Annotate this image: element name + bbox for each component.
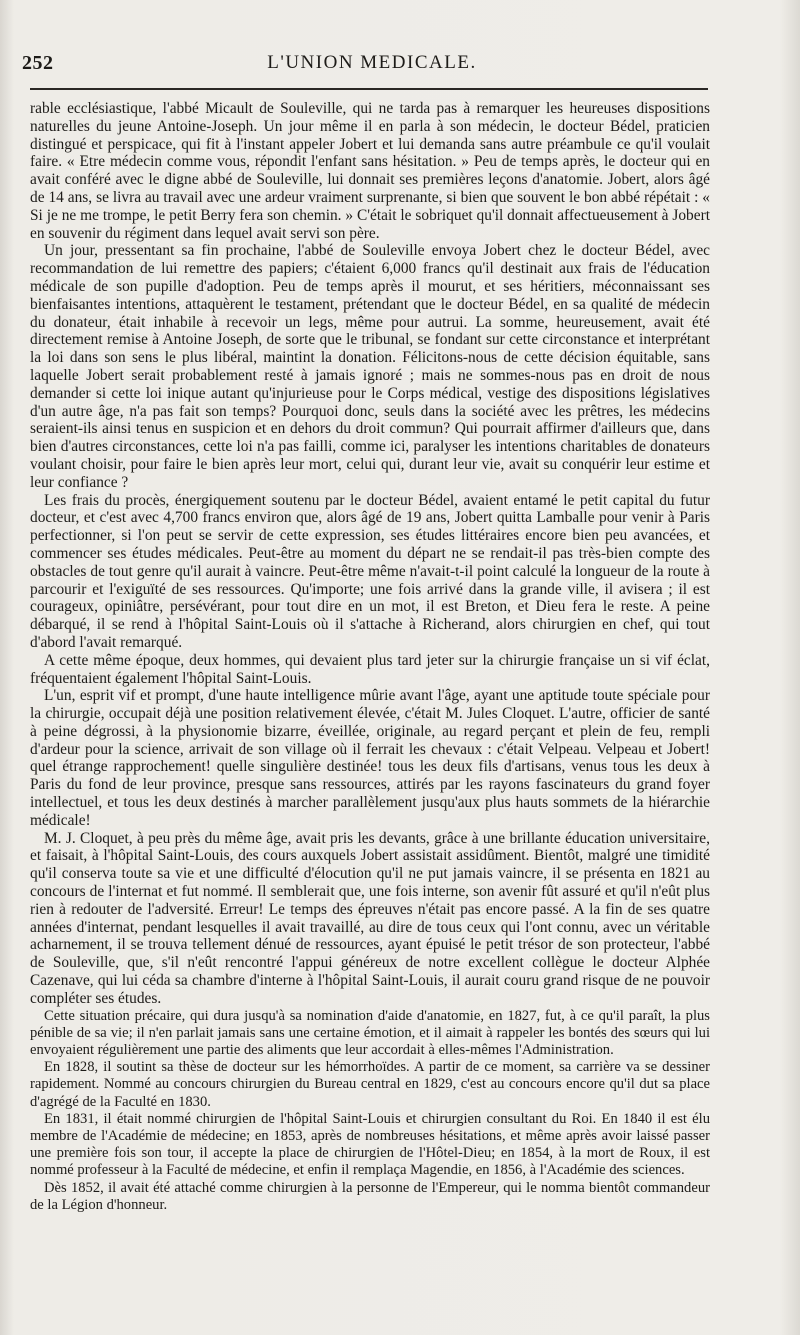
paragraph: Un jour, pressentant sa fin prochaine, l'abbé de Souleville envoya Jobert chez le docteur Bédel, avec recommandation de lui remettre des papiers; c'étaient 6,000 francs qu'il destinait aux frais de l'éducation médicale de son pupille d'adoption. Peu de temps après il mourut, et ses héritiers, méconnaissant ses bienfaisantes intentions, attaquèrent le testament, prétendant que le docteur Bédel, en sa qualité de médecin du donateur, était inhabile à recevoir un legs, même pour autrui. La somme, heureusement, avait été directement remise à Antoine Joseph, de sorte que le tribunal, se fondant sur cette circonstance et interprétant la loi dans son sens le plus libéral, maintint la donation. Félicitons-nous de cette décision équitable, sans laquelle Jobert serait probablement resté à jamais ignoré ; mais ne sommes-nous pas en droit de nous demander si cette loi inique autant qu'injurieuse pour le Corps médical, vestige des dispositions législatives d'un autre âge, n'a pas fait son temps? Pourquoi donc, seuls dans la société avec les prêtres, les médecins seraient-ils ainsi tenus en suspicion et en dehors du droit commun? Qui pourrait affirmer d'ailleurs que, dans bien d'autres circonstances, cette loi n'a pas failli, comme ici, paralyser les intentions charitables de donateurs voulant choisir, pour faire le bien après leur mort, celui qui, durant leur vie, avait su conquérir leur estime et leur confiance ? — [30, 242, 710, 491]
paragraph: M. J. Cloquet, à peu près du même âge, avait pris les devants, grâce à une brillante éducation universitaire, et faisait, à l'hôpital Saint-Louis, des cours auxquels Jobert assistait assidûment. Bientôt, malgré une timidité qu'il conserva toute sa vie et une difficulté d'élocution qu'il ne put jamais vaincre, il se présenta en 1821 au concours de l'internat et fut nommé. Il semblerait que, une fois interne, son avenir fût assuré et qu'il n'eût plus rien à redouter de l'adversité. Erreur! Le temps des épreuves n'était pas encore passé. A la fin de ses quatre années d'internat, pendant lesquelles il avait travaillé, au dire de tous ceux qui l'ont connu, avec un véritable acharnement, il se trouva tellement dénué de ressources, ayant épuisé le petit trésor de son protecteur, l'abbé de Souleville, que, s'il n'eût rencontré l'appui généreux de notre excellent collègue le docteur Alphée Cazenave, qui lui céda sa chambre d'interne à l'hôpital Saint-Louis, il aurait couru grand risque de ne pouvoir compléter ses études. — [30, 829, 710, 1007]
paragraph: Dès 1852, il avait été attaché comme chirurgien à la personne de l'Empereur, qui le nomma bientôt commandeur de la Légion d'honneur. — [30, 1179, 710, 1213]
page-number: 252 — [22, 52, 54, 74]
paragraph: Cette situation précaire, qui dura jusqu'à sa nomination d'aide d'anatomie, en 1827, fut, à ce qu'il paraît, la plus pénible de sa vie; il n'en parlait jamais sans une certaine émotion, et il aimait à rappeler les bontés des sœurs qui lui envoyaient régulièrement une partie des aliments que leur accordait à elles-mêmes l'Administration. — [30, 1007, 710, 1059]
journal-title: L'UNION MEDICALE. — [267, 52, 477, 73]
paragraph: rable ecclésiastique, l'abbé Micault de Souleville, qui ne tarda pas à remarquer les heureuses dispositions naturelles du jeune Antoine-Joseph. Un jour même il en parla à son médecin, le docteur Bédel, praticien distingué et perspicace, qui fit à l'instant appeler Jobert et lui demanda sans autre préambule ce qu'il voulait faire. « Etre médecin comme vous, répondit l'enfant sans hésitation. » Peu de temps après, le docteur qui en avait conféré avec le digne abbé de Souleville, lui donnait ses premières leçons d'anatomie. Jobert, alors âgé de 14 ans, se livra au travail avec une ardeur vraiment surprenante, si bien que souvent le bon abbé répétait : « Si je ne me trompe, le petit Berry fera son chemin. » C'était le sobriquet qu'il donnait affectueusement à Jobert en souvenir du régiment dans lequel avait servi son père. — [30, 100, 710, 242]
paragraph: Les frais du procès, énergiquement soutenu par le docteur Bédel, avaient entamé le petit capital du futur docteur, et c'est avec 4,700 francs environ que, alors âgé de 19 ans, Jobert quitta Lamballe pour venir à Paris perfectionner, si l'on peut se servir de cette expression, ses études littéraires encore bien peu avancées, et commencer ses études médicales. Peut-être au moment du départ ne se rendait-il pas très-bien compte des obstacles de tout genre qu'il aurait à vaincre. Peut-être même n'avait-t-il point calculé la longueur de la route à parcourir et l'exiguïté de ses ressources. Qu'importe; une fois arrivé dans la grande ville, il avisera ; il est courageux, opiniâtre, persévérant, pour tout dire en un mot, il est Breton, et Dieu fera le reste. A peine débarqué, il se rend à l'hôpital Saint-Louis où il s'attache à Richerand, alors chirurgien en chef, qui tout d'abord l'avait remarqué. — [30, 491, 710, 651]
paragraph: A cette même époque, deux hommes, qui devaient plus tard jeter sur la chirurgie française un si vif éclat, fréquentaient également l'hôpital Saint-Louis. — [30, 651, 710, 687]
header-rule — [30, 88, 708, 90]
paragraph: En 1828, il soutint sa thèse de docteur sur les hémorrhoïdes. A partir de ce moment, sa carrière va se dessiner rapidement. Nommé au concours chirurgien du Bureau central en 1829, c'est au concours encore qu'il dut sa place d'agrégé de la Faculté en 1830. — [30, 1059, 710, 1110]
paragraph: En 1831, il était nommé chirurgien de l'hôpital Saint-Louis et chirurgien consultant du Roi. En 1840 il est élu membre de l'Académie de médecine; en 1853, après de nombreuses hésitations, et même après avoir laissé passer une première fois son tour, il accepte la place de chirurgien de l'Hôtel-Dieu; en 1854, à la mort de Roux, il est nommé professeur à la Faculté de médecine, et enfin il remplaça Magendie, en 1856, à l'Académie des sciences. — [30, 1110, 710, 1179]
paragraph: L'un, esprit vif et prompt, d'une haute intelligence mûrie avant l'âge, ayant une aptitude toute spéciale pour la chirurgie, occupait déjà une position relativement élevée, c'était M. Jules Cloquet. L'autre, officier de santé à peine dégrossi, à la physionomie bizarre, éveillée, originale, au regard perçant et plein de feu, rempli d'ardeur pour la science, arrivait de son village où il ferrait les chevaux : c'était Velpeau. Velpeau et Jobert! quel étrange rapprochement! quelle singulière destinée! tous les deux fils d'artisans, venus tous les deux à Paris du fond de leur province, presque sans ressources, attirés par les rayons fascinateurs du grand foyer intellectuel, et tous les deux destinés à marcher parallèlement jusqu'aux plus hauts sommets de la hiérarchie médicale! — [30, 687, 710, 829]
running-head — [22, 52, 722, 80]
article-body — [30, 100, 710, 1214]
